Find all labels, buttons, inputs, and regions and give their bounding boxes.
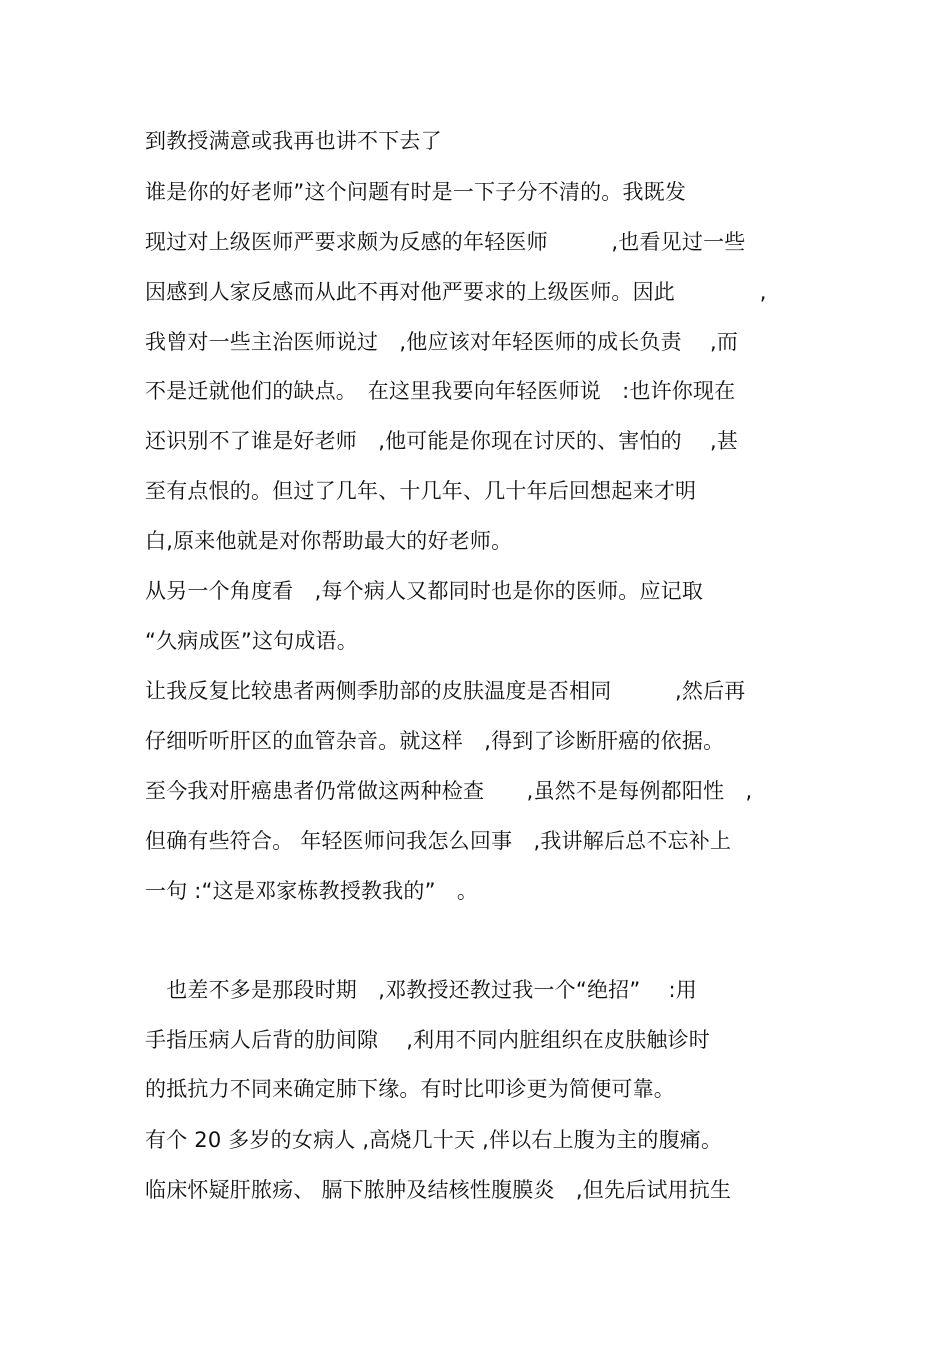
text-line: 仔细听听肝区的血管杂音。就这样 ,得到了诊断肝癌的依据。 (145, 729, 725, 753)
text-line: “久病成医”这句成语。 (145, 629, 358, 653)
text-line: 临床怀疑肝脓疡、 膈下脓肿及结核性腹膜炎 ,但先后试用抗生 (145, 1178, 732, 1202)
text-line: 谁是你的好老师”这个问题有时是一下子分不清的。我既发 (145, 180, 687, 204)
text-line: 至有点恨的。但过了几年、十几年、几十年后回想起来才明 (145, 479, 697, 503)
text-line: 也差不多是那段时期 ,邓教授还教过我一个“绝招” :用 (145, 978, 697, 1002)
text-line: 到教授满意或我再也讲不下去了 (145, 129, 442, 153)
text-line: 还识别不了谁是好老师 ,他可能是你现在讨厌的、害怕的 ,甚 (145, 429, 739, 453)
text-line: 手指压病人后背的肋间隙 ,利用不同内脏组织在皮肤触诊时 (145, 1028, 710, 1052)
text-line: 让我反复比较患者两侧季肋部的皮肤温度是否相同 ,然后再 (145, 679, 746, 703)
text-line: 从另一个角度看 ,每个病人又都同时也是你的医师。应记取 (145, 579, 704, 603)
text-line: 至今我对肝癌患者仍常做这两种检查 ,虽然不是每例都阳性 , (145, 779, 753, 803)
text-line: 白,原来他就是对你帮助最大的好老师。 (145, 529, 513, 553)
text-line: 因感到人家反感而从此不再对他严要求的上级医师。因此 , (145, 280, 767, 304)
text-line: 的抵抗力不同来确定肺下缘。有时比叩诊更为简便可靠。 (145, 1077, 675, 1101)
text-line: 一句 :“这是邓家栋教授教我的” 。 (145, 879, 479, 903)
text-line: 不是迁就他们的缺点。 在这里我要向年轻医师说 :也许你现在 (145, 379, 736, 403)
text-line: 现过对上级医师严要求颇为反感的年轻医师 ,也看见过一些 (145, 230, 746, 254)
text-line: 有个 20 多岁的女病人 ,高烧几十天 ,伴以右上腹为主的腹痛。 (145, 1128, 723, 1152)
text-line: 但确有些符合。 年轻医师问我怎么回事 ,我讲解后总不忘补上 (145, 829, 732, 853)
text-line: 我曾对一些主治医师说过 ,他应该对年轻医师的成长负责 ,而 (145, 330, 739, 354)
